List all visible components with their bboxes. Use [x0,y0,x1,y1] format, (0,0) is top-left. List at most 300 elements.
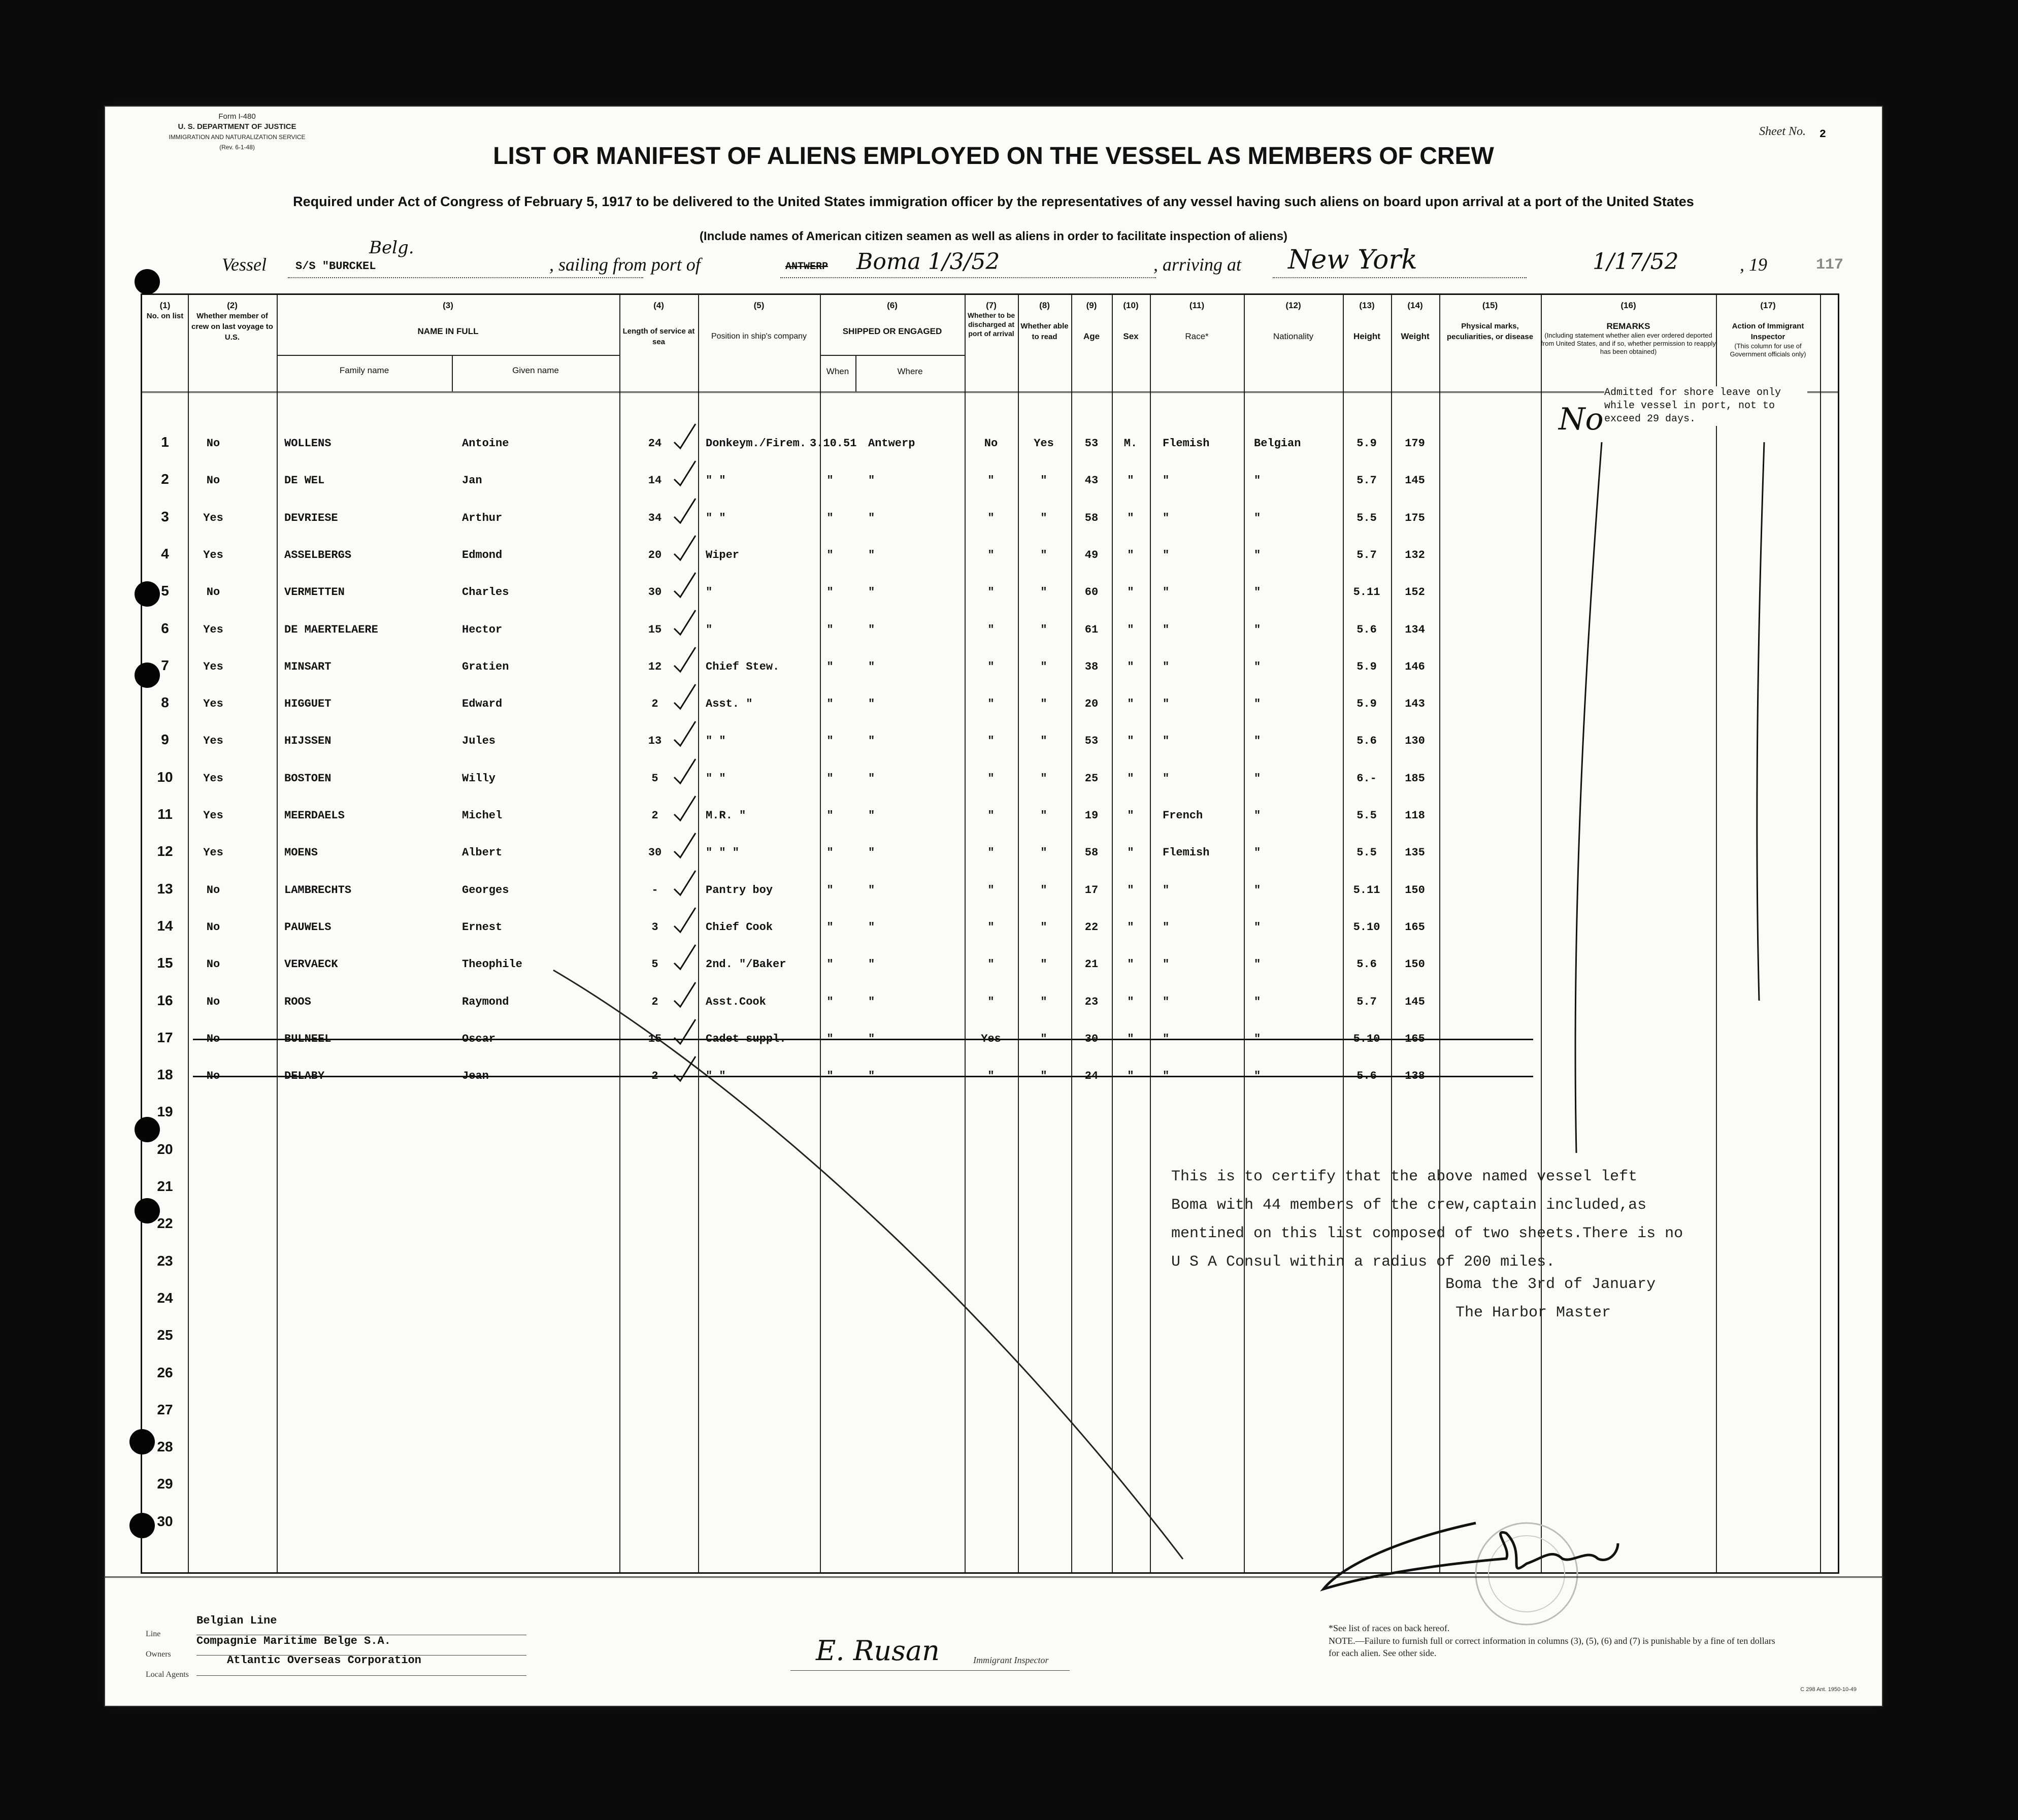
cell-service: 24 [648,437,662,450]
cell-prev: No [206,437,220,450]
punch-hole [129,1429,155,1454]
cell-race: Flemish [1163,437,1210,450]
check-mark-icon [670,757,701,787]
col15-label: Physical marks, peculiarities, or disease [1446,322,1534,341]
cell-position: Asst. " [706,698,753,711]
cell-nationality: " [1254,511,1261,524]
cell-prev: No [206,958,220,971]
arrival-date: 1/17/52 [1593,249,1679,275]
cell-sex: " [1127,920,1134,934]
owners-label: Owners [146,1650,171,1659]
row-number: 11 [157,806,173,822]
row-number: 3 [161,508,169,524]
cell-when: " [826,660,834,673]
col1-number: (1) [159,301,171,310]
cell-height: 5.6 [1357,1070,1377,1083]
cell-given: Michel [462,809,503,822]
cell-nationality: " [1254,698,1261,711]
cell-position: " " [706,1070,726,1083]
cell-service: 30 [648,586,662,599]
cell-when: " [826,474,834,487]
row-number: 26 [157,1364,173,1380]
row-number: 23 [157,1252,173,1269]
cell-given: Antoine [462,437,509,450]
cell-position: Chief Stew. [706,660,780,673]
cell-read: " [1040,883,1047,897]
year-label: , 19 [1740,254,1767,275]
cell-height: 5.6 [1357,623,1377,636]
cell-nationality: " [1254,586,1261,599]
cell-prev: No [206,1070,220,1083]
col14-number: (14) [1407,301,1423,310]
certificate-line: This is to certify that the above named vessel left [1171,1168,1638,1185]
cell-given: Gratien [462,660,509,673]
cell-given: Theophile [462,958,522,971]
cell-weight: 165 [1405,1032,1425,1045]
cell-height: 5.10 [1353,1032,1380,1045]
col10-label: Sex [1123,332,1139,341]
cell-given: Georges [462,883,509,897]
cell-sex: " [1127,660,1134,673]
cell-read: " [1040,586,1047,599]
line-label: Line [146,1630,161,1638]
inspector-label: Immigrant Inspector [973,1655,1049,1665]
stamp-number: 117 [1816,256,1844,274]
cell-position: Pantry boy [706,883,773,897]
cell-weight: 135 [1405,846,1425,859]
row-number: 5 [161,583,169,599]
certificate-line: mentined on this list composed of two sheets.There is no [1171,1225,1683,1242]
punch-hole [135,663,160,688]
cell-prev: Yes [203,548,223,561]
form-revision: (Rev. 6-1-48) [219,144,255,151]
cell-service: 14 [648,474,662,487]
port-handwritten: Boma 1/3/52 [856,249,1000,275]
sheet-number-label: Sheet No. [1759,125,1806,138]
row-number: 10 [157,769,173,785]
cell-race: " [1163,1032,1170,1045]
row-strikethrough [193,1076,1533,1077]
cell-service: 5 [651,958,658,971]
col9-label: Age [1083,332,1100,341]
check-mark-icon [670,794,701,824]
cell-service: 34 [648,511,662,524]
cell-where: " [868,995,875,1008]
col17-number: (17) [1760,301,1776,310]
row-number: 4 [161,545,169,561]
cell-read: " [1040,995,1047,1008]
cell-weight: 179 [1405,437,1425,450]
cell-family: MEERDAELS [284,809,345,822]
cell-when: " [826,1032,834,1045]
cell-position: Cadet suppl. [706,1032,786,1045]
sheet-number-value: 2 [1819,128,1826,141]
cell-when: " [826,623,834,636]
row-number: 8 [161,694,169,711]
cell-family: ROOS [284,995,311,1008]
col14-label: Weight [1401,332,1430,341]
cell-race: " [1163,958,1170,971]
cell-race: " [1163,511,1170,524]
cell-race: " [1163,883,1170,897]
cell-age: 53 [1084,437,1099,450]
where-header: Where [897,367,923,376]
cell-discharge: Yes [981,1032,1001,1045]
row-number: 29 [157,1476,173,1492]
cell-discharge: " [987,846,995,859]
col17-sublabel: (This column for use of Government officials only) [1730,342,1806,358]
cell-read: " [1040,809,1047,822]
col8-label: Whether able to read [1020,322,1069,341]
col15-number: (15) [1482,301,1498,310]
cell-discharge: " [987,958,995,971]
col3-number: (3) [443,301,453,310]
cell-when: " [826,586,834,599]
line-value: Belgian Line [196,1614,277,1627]
cell-age: 23 [1084,995,1099,1008]
check-mark-icon [670,608,701,639]
check-mark-icon [670,534,701,564]
row-number: 1 [161,434,169,450]
cell-nationality: " [1254,474,1261,487]
cell-race: " [1163,920,1170,934]
col11-number: (11) [1189,301,1205,310]
cell-read: " [1040,623,1047,636]
col10-number: (10) [1123,301,1139,310]
cell-height: 5.6 [1357,735,1377,748]
cell-sex: " [1127,511,1134,524]
cell-age: 24 [1084,1070,1099,1083]
cell-where: " [868,920,875,934]
cell-service: 5 [651,772,658,785]
cell-weight: 175 [1405,511,1425,524]
row-number: 12 [157,843,173,859]
cell-given: Jan [462,474,482,487]
cell-read: " [1040,698,1047,711]
check-mark-icon [670,980,701,1011]
cell-height: 5.6 [1357,958,1377,971]
cell-nationality: " [1254,1070,1261,1083]
check-mark-icon [670,1054,701,1085]
cell-sex: " [1127,772,1134,785]
row-number: 16 [157,992,173,1008]
row-number: 2 [161,471,169,487]
cell-when: " [826,548,834,561]
cell-read: " [1040,735,1047,748]
cell-position: " " [706,735,726,748]
cell-age: 19 [1084,809,1099,822]
cell-race: " [1163,995,1170,1008]
cell-nationality: " [1254,772,1261,785]
cell-weight: 143 [1405,698,1425,711]
row-number: 13 [157,880,173,897]
cell-discharge: " [987,735,995,748]
page-title: LIST OR MANIFEST OF ALIENS EMPLOYED ON THE VESSEL AS MEMBERS OF CREW [493,143,1494,170]
col13-label: Height [1353,332,1380,341]
cell-service: 2 [651,995,658,1008]
cell-service: 15 [648,623,662,636]
row-number: 6 [161,620,169,636]
cell-prev: Yes [203,846,223,859]
cell-read: " [1040,511,1047,524]
row-number: 30 [157,1513,173,1529]
punch-hole [135,269,160,294]
port-typed-struck: ANTWERP [785,261,829,273]
row-number: 15 [157,955,173,971]
cell-prev: No [206,995,220,1008]
cell-position: " " [706,772,726,785]
row-number: 19 [157,1104,173,1120]
arriving-label: , arriving at [1153,254,1242,275]
cell-sex: M. [1123,437,1138,450]
cell-where: " [868,474,875,487]
col16-sublabel: (Including statement whether alien ever ordered deported from United States, and if so, whether permission to reapply has been obtained) [1541,332,1716,355]
cell-age: 58 [1084,846,1099,859]
cell-where: " [868,735,875,748]
cell-service: 15 [648,1032,662,1045]
cell-discharge: " [987,698,995,711]
cell-service: 13 [648,735,662,748]
row-number: 14 [157,917,173,934]
form-number: Form I-480 [218,112,256,121]
penalty-note: NOTE.—Failure to furnish full or correct information in columns (3), (5), (6) and (7) is punishable by a fine of ten dollars for each alien. See other side. [1329,1636,1775,1658]
port-underline [780,277,1156,278]
cell-height: 5.10 [1353,920,1380,934]
col9-number: (9) [1086,301,1097,310]
check-mark-icon [670,719,701,750]
cell-where: " [868,772,875,785]
col6-number: (6) [887,301,898,310]
cell-nationality: " [1254,623,1261,636]
cell-when: " [826,735,834,748]
col6-label: SHIPPED OR ENGAGED [842,326,942,336]
cell-weight: 185 [1405,772,1425,785]
cell-race: " [1163,660,1170,673]
cell-discharge: " [987,548,995,561]
cell-service: 20 [648,548,662,561]
check-mark-icon [670,497,701,527]
cell-position: " " " [706,846,740,859]
arriving-handwritten: New York [1288,245,1417,275]
cell-position: 2nd. "/Baker [706,958,786,971]
cell-prev: No [206,883,220,897]
col17-label: Action of Immigrant Inspector [1732,322,1804,341]
cell-given: Oscar [462,1032,496,1045]
cell-weight: 134 [1405,623,1425,636]
cell-position: " " [706,511,726,524]
col2-label: Whether member of crew on last voyage to U.S. [191,312,273,342]
cell-prev: Yes [203,809,223,822]
cell-race: Flemish [1163,846,1210,859]
cell-where: " [868,846,875,859]
cell-discharge: " [987,660,995,673]
cell-race: " [1163,735,1170,748]
row-number: 25 [157,1327,173,1343]
cell-weight: 165 [1405,920,1425,934]
cell-nationality: " [1254,846,1261,859]
certificate-line: The Harbor Master [1455,1304,1611,1321]
check-mark-icon [670,645,701,676]
row-number: 28 [157,1439,173,1455]
cell-read: " [1040,1070,1047,1083]
cell-weight: 145 [1405,995,1425,1008]
row-number: 17 [157,1029,173,1045]
cell-sex: " [1127,846,1134,859]
cell-family: LAMBRECHTS [284,883,352,897]
include-note: (Include names of American citizen seamen as well as aliens in order to facilitate inspection of aliens) [699,229,1288,243]
harbor-master-certificate [1171,1163,1683,1327]
cell-read: " [1040,548,1047,561]
cell-nationality: " [1254,995,1261,1008]
cell-discharge: No [984,437,998,450]
footer-rule [105,1576,1882,1578]
inspector-signature: E. Rusan [816,1635,940,1667]
col16-number: (16) [1620,301,1636,310]
cell-given: Willy [462,772,496,785]
cell-race: French [1163,809,1203,822]
cell-sex: " [1127,995,1134,1008]
col7-label: Whether to be discharged at port of arrival [967,311,1015,338]
cell-height: 5.9 [1357,660,1377,673]
cell-sex: " [1127,548,1134,561]
row-number: 20 [157,1141,173,1157]
cell-read: " [1040,1032,1047,1045]
row-number: 21 [157,1178,173,1194]
cell-age: 21 [1084,958,1099,971]
cell-position: Asst.Cook [706,995,766,1008]
cell-given: Charles [462,586,509,599]
check-mark-icon [670,459,701,489]
cell-where: " [868,1032,875,1045]
punch-hole [135,1198,160,1223]
cell-family: HIGGUET [284,698,332,711]
cell-read: Yes [1034,437,1054,450]
cell-where: " [868,1070,875,1083]
cell-position: " [706,586,713,599]
print-code: C 298 Ant. 1950-10-49 [1800,1686,1857,1693]
cell-position: Wiper [706,548,740,561]
manifest-sheet [104,106,1883,1707]
cell-when: " [826,883,834,897]
official-seal [1476,1523,1577,1625]
col2-number: (2) [227,301,238,310]
check-mark-icon [670,571,701,601]
cell-when: " [826,920,834,934]
cell-nationality: " [1254,735,1261,748]
cell-when: " [826,809,834,822]
check-mark-icon [670,1017,701,1048]
cell-where: " [868,623,875,636]
cell-sex: " [1127,883,1134,897]
cell-age: 38 [1084,660,1099,673]
check-mark-icon [670,422,701,452]
check-mark-icon [670,869,701,899]
cell-family: DE WEL [284,474,325,487]
cell-height: 5.11 [1353,586,1380,599]
cell-race: " [1163,548,1170,561]
cell-nationality: " [1254,809,1261,822]
cell-where: " [868,809,875,822]
cell-read: " [1040,846,1047,859]
cell-prev: Yes [203,511,223,524]
cell-discharge: " [987,809,995,822]
cell-where: " [868,660,875,673]
cell-read: " [1040,660,1047,673]
row-strikethrough [193,1039,1533,1040]
cell-weight: 150 [1405,958,1425,971]
cell-age: 61 [1084,623,1099,636]
cell-prev: No [206,586,220,599]
cell-weight: 138 [1405,1070,1425,1083]
cell-height: 5.5 [1357,846,1377,859]
cell-prev: Yes [203,772,223,785]
cell-race: " [1163,623,1170,636]
col4-label: Length of service at sea [622,327,695,346]
cell-height: 5.7 [1357,474,1377,487]
cell-discharge: " [987,474,995,487]
col5-label: Position in ship's company [711,332,807,341]
cell-sex: " [1127,698,1134,711]
cell-weight: 130 [1405,735,1425,748]
cell-weight: 152 [1405,586,1425,599]
cell-discharge: " [987,995,995,1008]
col11-label: Race* [1185,332,1209,341]
cell-position: " [706,623,713,636]
cell-sex: " [1127,958,1134,971]
cell-where: " [868,883,875,897]
cell-family: BULNEEL [284,1032,332,1045]
cell-nationality: " [1254,660,1261,673]
cell-prev: Yes [203,698,223,711]
check-mark-icon [670,831,701,862]
cell-age: 22 [1084,920,1099,934]
cell-family: MOENS [284,846,318,859]
col4-number: (4) [653,301,664,310]
service-name: IMMIGRATION AND NATURALIZATION SERVICE [169,134,306,141]
cell-given: Jules [462,735,496,748]
cell-given: Edmond [462,548,503,561]
col1-label: No. on list [146,312,184,320]
cell-given: Hector [462,623,503,636]
punch-hole [135,581,160,607]
cell-prev: Yes [203,660,223,673]
cell-sex: " [1127,623,1134,636]
agents-label: Local Agents [146,1670,189,1679]
cell-service: 3 [651,920,658,934]
cell-when: " [826,846,834,859]
cell-family: DEVRIESE [284,511,338,524]
agents-underline [196,1675,526,1676]
cell-age: 17 [1084,883,1099,897]
check-mark-icon [670,906,701,936]
cell-age: 49 [1084,548,1099,561]
cell-height: 5.9 [1357,437,1377,450]
certificate-line: U S A Consul within a radius of 200 miles. [1171,1253,1556,1271]
cell-when: " [826,511,834,524]
cell-family: DELABY [284,1070,325,1083]
cell-height: 5.5 [1357,511,1377,524]
cell-race: " [1163,474,1170,487]
when-header: When [826,367,849,376]
certificate-line: Boma the 3rd of January [1445,1276,1656,1293]
check-mark-icon [670,943,701,973]
agents-value: Atlantic Overseas Corporation [227,1654,421,1667]
family-name-header: Family name [339,366,389,375]
arriving-underline [1273,277,1527,278]
vessel-handwritten-note: Belg. [369,238,414,258]
cell-when: " [826,958,834,971]
cell-discharge: " [987,623,995,636]
